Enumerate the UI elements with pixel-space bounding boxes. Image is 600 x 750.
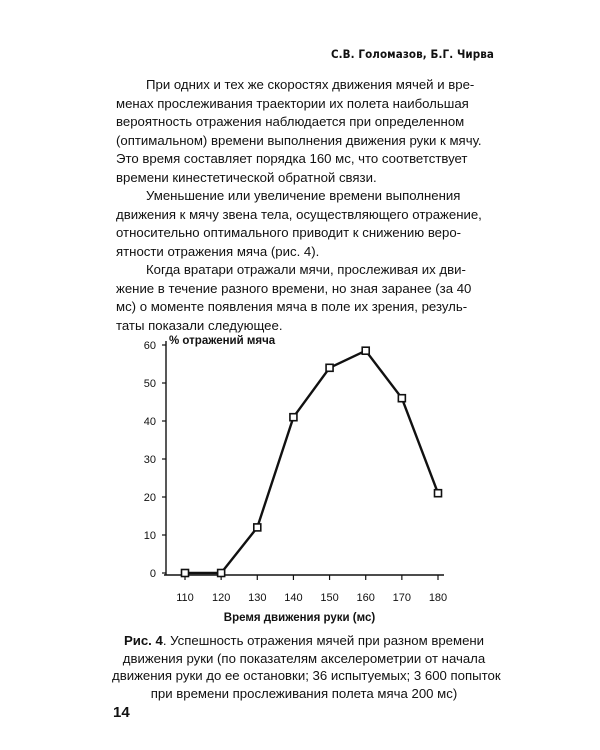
chart-axes <box>164 341 444 575</box>
x-tick-label: 150 <box>320 592 339 604</box>
caption-line: при времени прослеживания полета мяча 200 мс) <box>150 685 458 701</box>
figure-4-line-chart <box>130 322 480 624</box>
x-tick-label: 160 <box>356 592 375 604</box>
text-line: таты показали следующее. <box>116 317 283 333</box>
x-tick-label: 120 <box>211 592 231 604</box>
y-axis-label: % отражений мяча <box>169 335 276 347</box>
y-tick-label: 40 <box>143 416 156 428</box>
text-line: относительно оптимального приводит к снижению веро- <box>116 225 462 240</box>
data-point-marker <box>290 414 297 421</box>
text-line: Уменьшение или увеличение времени выполнения <box>146 188 461 203</box>
data-point-marker <box>182 570 189 577</box>
data-point-marker <box>326 364 333 371</box>
text-line: ятности отражения мяча (рис. 4). <box>116 243 320 259</box>
text-line: менах прослеживания траектории их полета наибольшая <box>116 95 469 111</box>
text-line: жение в течение разного времени, но зная заранее (за 40 <box>116 280 472 296</box>
text-line: (оптимальном) времени выполнения движения руки к мячу. <box>116 132 482 148</box>
y-tick-label: 20 <box>143 492 156 504</box>
x-axis-label: Время движения руки (мс) <box>223 612 376 624</box>
page-number: 14 <box>113 704 130 721</box>
data-point-marker <box>398 395 405 402</box>
body-text <box>116 76 492 335</box>
caption-text: . Успешность отражения мячей при разном времени <box>162 633 485 648</box>
x-tick-label: 110 <box>176 592 194 604</box>
x-tick-label: 170 <box>392 592 412 604</box>
y-tick-label: 0 <box>149 568 156 580</box>
x-tick-label: 180 <box>428 592 448 604</box>
caption-label: Рис. 4 <box>123 633 163 648</box>
x-tick-label: 140 <box>284 592 303 604</box>
text-line: мс) о моменте появления мяча в поле их зрения, резуль- <box>116 299 468 314</box>
caption-line <box>112 632 496 650</box>
data-point-marker <box>362 347 369 354</box>
caption-line: движения руки до ее остановки; 36 испытуемых; 3 600 попыток <box>112 668 501 683</box>
y-tick-label: 30 <box>143 454 156 466</box>
paragraph-1 <box>116 76 492 187</box>
text-line: Когда вратари отражали мячи, прослеживая их дви- <box>146 262 466 277</box>
data-point-marker <box>254 524 261 531</box>
series-line <box>185 351 438 573</box>
text-line: Это время составляет порядка 160 мс, что соответствует <box>116 151 468 166</box>
x-tick-label: 130 <box>248 592 267 604</box>
y-tick-label: 60 <box>143 340 156 352</box>
text-line: вероятность отражения наблюдается при определенном <box>116 114 465 129</box>
y-tick-label: 10 <box>143 530 156 542</box>
x-ticks <box>176 575 447 604</box>
text-line: движения к мячу звена тела, осуществляющего отражение, <box>116 206 482 222</box>
y-tick-label: 50 <box>143 378 156 390</box>
y-ticks <box>144 340 166 580</box>
figure-caption <box>112 632 501 702</box>
text-line: времени кинестетической обратной связи. <box>116 169 377 185</box>
data-point-marker <box>218 570 225 577</box>
running-header: С.В. Голомазов, Б.Г. Чирва <box>330 47 494 61</box>
caption-line: движения руки (по показателям акселерометрии от начала <box>122 650 486 666</box>
chart-series <box>182 347 442 576</box>
text-line: При одних и тех же скоростях движения мячей и вре- <box>146 77 475 92</box>
paragraph-2 <box>116 187 492 261</box>
data-point-marker <box>435 490 442 497</box>
